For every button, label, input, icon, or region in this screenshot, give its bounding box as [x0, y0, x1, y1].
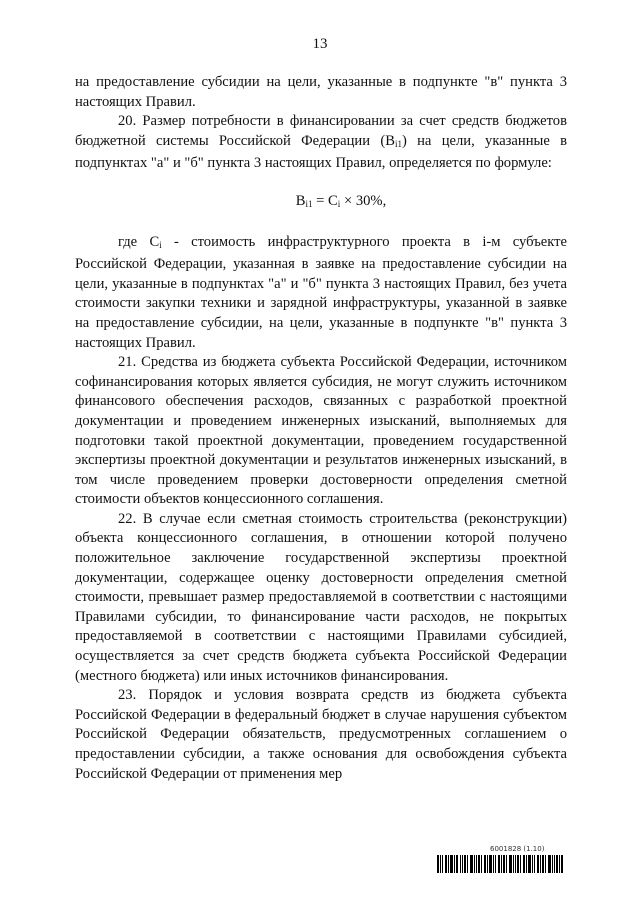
paragraph-continuation: на предоставление субсидии на цели, указанные в подпункте "в" пункта 3 настоящих Правил. — [75, 74, 567, 110]
paragraph-21: 21. Средства из бюджета субъекта Российской Федерации, источником софинансирования которых является субсидия, не могут служить источником финансового обеспечения расходов, связанных с разработкой проектной документации и проведением инженерных изысканий, выполняемых для подготовки такой проектной документации, проведением государственной экспертизы проектной документации и результатов инженерных изысканий, в том числе проведением проверки достоверности определения сметной стоимости объектов концессионного соглашения. — [75, 354, 567, 508]
footer-code: 6001828 (1.10) — [490, 845, 545, 853]
barcode — [437, 855, 563, 873]
page-number: 13 — [312, 36, 328, 52]
paragraph-20: 20. Размер потребности в финансировании за счет средств бюджетов бюджетной системы Российской Федерации $(В_{i1})$ на цели, указанные в подпунктах "а" и "б" пункта 3 настоящих Правил, определяется по формуле: — [75, 113, 567, 172]
paragraph-22: 22. В случае если сметная стоимость строительства (реконструкции) объекта концессионного соглашения, в отношении которой получено положительное заключение государственной экспертизы проектной документации, содержащее оценку достоверности определения сметной стоимости, превышает размер предоставляемой в соответствии с настоящими Правилами субсидии, то финансирование части расходов, не покрытых предоставляемой в соответствии с настоящими Правилами субсидией, осуществляется за счет средств бюджета субъекта Российской Федерации (местного бюджета) или иных источников финансирования. — [75, 510, 567, 684]
formula: $В_{i1} = С_i \times 30\%$, — [295, 192, 387, 209]
paragraph-23: 23. Порядок и условия возврата средств из бюджета субъекта Российской Федерации в федеральный бюджет в случае нарушения субъектом Российской Федерации обязательств, предусмотренных соглашением о предоставлении субсидии, а также основания для освобождения субъекта Российской Федерации от применения мер — [75, 687, 567, 782]
formula-explanation: где $С_i$ - стоимость инфраструктурного проекта в i-м субъекте Российской Федерации, указанная в заявке на предоставление субсидии на цели, указанные в подпунктах "а" и "б" пункта 3 настоящих Правил, без учета стоимости закупки техники и зарядной инфраструктуры, указанной в заявке на предоставление субсидии, на цели, указанные в подпункте "в" пункта 3 настоящих Правил. — [75, 233, 567, 351]
document-body — [75, 73, 567, 784]
